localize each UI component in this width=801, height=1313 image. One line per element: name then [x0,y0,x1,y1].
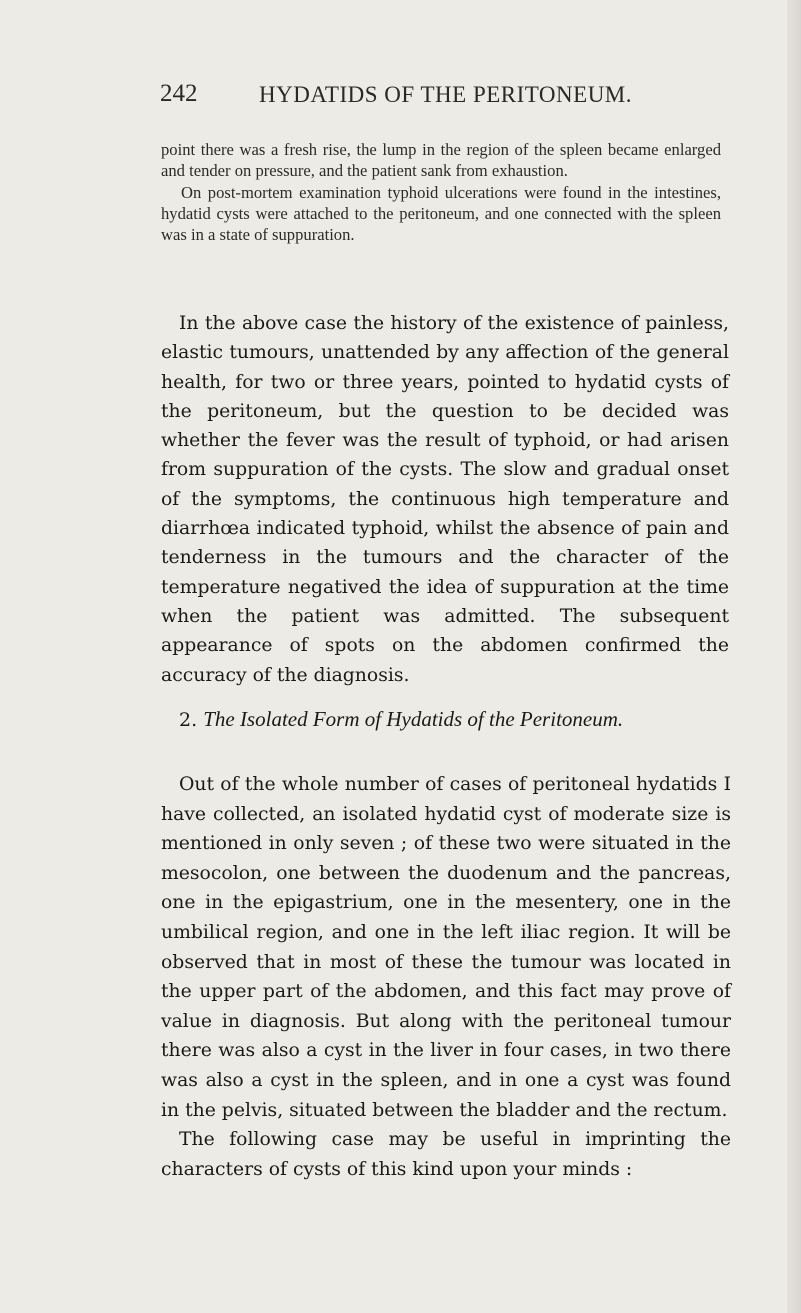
discussion-paragraph: In the above case the history of the existence of painless, elastic tumours, unattended by any affection of the general health, for two or three years, pointed to hydatid cysts of the peritoneum, but the question to be decided was whether the fever was the result of typhoid, or had arisen from suppuration of the cysts. The slow and gradual onset of the symptoms, the continuous high temperature and diarrhœa indicated typhoid, whilst the absence of pain and tenderness in the tumours and the character of the temperature negatived the idea of suppuration at the time when the patient was admitted. The subsequent appearance of spots on the abdomen confirmed the accuracy of the diagnosis. [161,313,729,686]
page-number: 242 [160,80,198,107]
section-paragraph: Out of the whole number of cases of peritoneal hydatids I have collected, an isolated hydatid cyst of moderate size is mentioned in only seven ; of these two were situated in the mesocolon, one between the duodenum and the pancreas, one in the epigastrium, one in the mesentery, one in the umbilical region, and one in the left iliac region. It will be observed that in most of these the tumour was located in the upper part of the abdomen, and this fact may prove of value in diagnosis. But along with the peritoneal tumour there was also a cyst in the liver in four cases, in two there was also a cyst in the spleen, and in one a cyst was found in the pelvis, situated between the bladder and the rectum. [161,774,731,1121]
case-note [161,139,721,245]
case-note-paragraph: On post-mortem examination typhoid ulcerations were found in the intestines, hydatid cysts were attached to the peritoneum, and one connected with the spleen was in a state of suppuration. [161,182,721,245]
section-body [161,770,731,1184]
section-number: 2. [179,709,198,731]
section-paragraph: The following case may be useful in imprinting the characters of cysts of this kind upon your minds : [161,1129,731,1180]
running-title: HYDATIDS OF THE PERITONEUM. [259,82,632,107]
section-title: The Isolated Form of Hydatids of the Peritoneum. [203,707,624,731]
section-heading [179,707,623,732]
page-edge [787,0,801,1313]
discussion [161,309,729,690]
case-note-paragraph: point there was a fresh rise, the lump in the region of the spleen became enlarged and tender on pressure, and the patient sank from exhaustion. [161,140,721,181]
